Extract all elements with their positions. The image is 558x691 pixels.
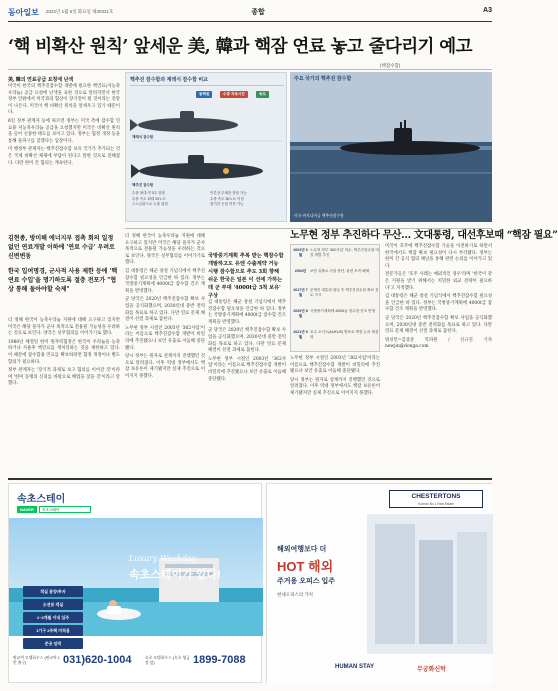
- history-timeline: 2003년 6월 노무현 정부 '362사업' 착수, 핵추진잠수함 비밀 개발 추진 2004년 보안 유출로 사업 중단, 관련 조직 해체 2017년 7월 문재인 대통령 취임 후 핵추진잠수함 확보 검토 지시 2020년 8월 국방중기계획에 4000t급 잠수함 건조 반영 2021년 9월 호주 오커스(AUKUS) 발표로 핵잠 논의 재점화: [290, 244, 380, 352]
- label-chip: 속도: [256, 91, 269, 98]
- ad-line-hot: HOT 해외: [277, 559, 334, 574]
- advertisement-divider: [8, 478, 492, 480]
- newspaper-logo: 동아일보: [8, 8, 39, 17]
- conventional-specs: 수중 최대 약 3주 잠항 수중 속도 최대 20노트 스노클링으로 노출 위험: [132, 191, 168, 207]
- phone-number[interactable]: 031)620-1004: [63, 654, 132, 666]
- paragraph: 더 정해 한국이 농축우라늄 지원에 대해 요구하고 있지만 미국은 해당 물자가 군사 목적으로 전용될 가능성을 우려하는 것으로 보인다. 양국은 실무협의를 이어가기로 했다.: [125, 234, 205, 266]
- feature-pill: 1가구 2주택 미적용: [23, 625, 83, 636]
- naver-search-box[interactable]: 속초스테이: [39, 506, 91, 513]
- lead-subhead: 美, 韓의 연료공급 요청에 난색: [8, 77, 74, 83]
- submarine-photo: [290, 72, 492, 222]
- naver-logo: NAVER: [17, 506, 37, 513]
- photo-caption: 미국 버지니아급 핵추진잠수함: [294, 214, 344, 218]
- masthead: [8, 6, 492, 22]
- submarine-comparison-graphic: [125, 72, 287, 222]
- chestertons-ad[interactable]: [266, 483, 492, 683]
- deck-line: 한국 입여명경, 군사적 사용 제한 등에 '핵연료 수입'을 명기하도록 절충 전포가 "협상 통해 돌아야할 숙제": [8, 268, 118, 293]
- reporter-byline: 워싱턴=김상준 특파원 / 신규진 기자 newjin@donga.com: [385, 337, 492, 350]
- paragraph: 노무현 정부 시절인 2003년 '362사업'이라는 이름으로 핵추진잠수함 개발이 비밀리에 추진됐으나 보안 유출로 이듬해 중단됐다.: [125, 325, 205, 351]
- submarine-photo-image: [290, 72, 492, 222]
- feature-pill: 오션뷰 객실: [23, 599, 83, 610]
- label-chip: 수중 지속시간: [220, 91, 248, 98]
- conventional-label: 재래식 잠수함: [132, 135, 154, 139]
- paragraph: 전문가들은 '호주 사례는 예외적인 경우'라며 '한국이 같은 지원을 받기 위해서는 치밀한 외교 전략이 필요하다'고 지적했다.: [385, 272, 492, 291]
- paragraph: 김 대통령은 해군 창설 기념식에서 핵추진잠수함 필요성을 언급한 바 있다. 정부는 국방중기계획에 4000t급 잠수함 건조 계획을 반영했다.: [208, 300, 286, 325]
- paragraph: 미국이 호주에 핵추진잠수함 기술을 이전하기로 하면서 한국에서도 핵잠 확보 필요성이 다시 부각됐다. 정부는 한미 간 공식 협의 채널을 통해 관련 논의를 이어가고 있다.: [385, 244, 492, 269]
- feature-pill: 1~2개월 이내 입주: [23, 612, 83, 623]
- phone-number[interactable]: 1899-7088: [193, 654, 246, 666]
- conventional-submarine-icon: [130, 111, 238, 132]
- paragraph: 1980년 체결된 한미 원자력협정은 한국이 우라늄을 농축하거나 사용후 핵연료를 재처리하는 것을 제한하고 있다. 이 때문에 잠수함용 연료를 확보하려면 협정 개정이나 별도 합의가 필요하다.: [8, 339, 120, 365]
- paragraph: 미국이 한국의 핵추진잠수함 개발에 필요한 핵연료(저농축우라늄) 공급 요청에 난색을 표한 것으로 알려지면서 한국 정부 안팎에서 미국과의 협상이 장기전이 될 것이라는 전망이 나온다. 미국이 핵 비확산 원칙을 앞세우고 있기 때문이다.: [8, 84, 120, 116]
- paragraph: 정부 관계자는 '장기적 과제로 보고 협의를 이어갈 것'이라며 '한미 동맹의 신뢰를 바탕으로 해법을 찾을 것'이라고 말했다.: [8, 368, 120, 387]
- ad-headline-en: Luxury Weekday: [129, 554, 197, 563]
- ad-line: 해외여행보다 더: [277, 546, 327, 553]
- feature-pill: 객실 분양/투자: [23, 586, 83, 597]
- ad-brand: 속초스테이: [17, 494, 66, 505]
- main-headline: ‘핵 비확산 원칙’ 앞세운 美, 韓과 핵잠 연료 놓고 줄다리기 예고: [8, 37, 472, 57]
- issue-date: 2022년 1월 5일 화요일 제30321호: [46, 9, 114, 14]
- paragraph: 노무현 정부 시절인 2003년 '362사업'이라는 이름으로 핵추진잠수함 개발이 비밀리에 추진됐으나 보안 유출로 이듬해 중단됐다.: [208, 356, 286, 382]
- label-chip: 동력원: [196, 91, 212, 98]
- deck-line: 김현종, 방미해 에너지부 접촉 회의 일정 없던 연료개발 이하에 '연료 수급' 우려로 신변변동: [8, 235, 115, 260]
- chestertons-logo: CHESTERTONS Korea's No.1 Real Estate: [389, 490, 483, 508]
- photo-title: 주요 국가의 핵추진 잠수함: [294, 76, 352, 82]
- nuclear-submarine-icon: [131, 155, 263, 179]
- paragraph: 노무현 정부 시절인 2003년 '362사업'이라는 이름으로 핵추진잠수함 개발이 비밀리에 추진됐으나 보안 유출로 이듬해 중단됐다.: [290, 356, 380, 375]
- article-column-4: [290, 356, 380, 472]
- divider: [8, 69, 492, 70]
- page-number: A3: [483, 7, 492, 14]
- article-column-1b: [8, 318, 120, 472]
- partner-logo: 무궁화신탁: [417, 667, 446, 673]
- sub-kicker: 국방중기계획 추복 받는 핵잠수함 개발하고도 유엔 수출계약 거능 시행 잠수함으로 추도 3회 향해 쉬운 한국은 일본 이 선에 가하는데 군 부대 '4000t급 3척 보유' 구상: [208, 253, 284, 299]
- secondary-headline: 노무현 정부 추진하다 무산… 文대통령, 대선후보때 “핵잠 필요”: [290, 230, 558, 241]
- feature-pill: 준공 임박: [23, 638, 83, 649]
- graphic-title: 핵추진 잠수함과 재래식 잠수함 비교: [130, 77, 209, 83]
- nuclear-label: 핵추진 잠수함: [132, 183, 154, 187]
- paragraph: 당시 정부는 원자로 설계까지 진행했던 것으로 알려졌다. 이후 역대 정부에서도 핵잠 보유론이 제기됐지만 실제 추진으로 이어지지 못했다.: [125, 354, 205, 379]
- phone-label: 속초 모델하우스 (속초 영금정 앞): [145, 656, 190, 665]
- ad-tagline: 속초스테이가 있다!: [129, 569, 221, 581]
- sokcho-stay-ad[interactable]: [8, 483, 262, 683]
- article-column-3: [208, 300, 286, 472]
- paragraph: 군 당국은 2020년 핵추진잠수함 확보 사업을 공식화했으며, 2030년대 중반 전력화를 목표로 하고 있다. 다만 연료 문제 해결이 선결 과제로 꼽힌다.: [208, 328, 286, 354]
- paragraph: 당시 정부는 원자로 설계까지 진행했던 것으로 알려졌다. 이후 역대 정부에서도 핵잠 보유론이 제기됐지만 실제 추진으로 이어지지 못했다.: [290, 377, 380, 396]
- paragraph: 군 당국은 2020년 핵추진잠수함 확보 사업을 공식화했으며, 2030년대 중반 전력화를 목표로 하고 있다. 다만 연료 문제 해결이 선결 과제로 꼽힌다.: [385, 315, 492, 335]
- paragraph: 김 대통령은 해군 창설 기념식에서 핵추진잠수함 필요성을 언급한 바 있다. 정부는 국방중기계획에 4000t급 잠수함 건조 계획을 반영했다.: [125, 268, 205, 294]
- headline-tag: (핵잠수함): [380, 63, 401, 68]
- section-label: 종합: [251, 9, 265, 16]
- paragraph: 미 행정부 관계자는 핵추진잠수함 보유 국가가 추가되는 것은 국제 비확산 체제에 부담이 된다고 말한 것으로 전해졌다. 다만 한미 간 협의는 계속된다.: [8, 147, 120, 166]
- paragraph: 더 정해 한국이 농축우라늄 지원에 대해 요구하고 있지만 미국은 해당 물자가 군사 목적으로 전용될 가능성을 우려하는 것으로 보인다. 양국은 실무협의를 이어가기로 했다.: [8, 318, 120, 337]
- phone-label: 판교역 모델하우스 (판교역 1번 출구): [13, 656, 60, 665]
- ad-line: 주거용 오피스 입주: [277, 578, 335, 585]
- article-column-5: [385, 244, 492, 472]
- paragraph: 6일 정부 관계자 등에 따르면 정부는 미국 측에 잠수함 연료용 저농축우라늄 공급을 요청했지만 미국은 비확산 원칙을 들어 신중한 태도를 보이고 있다. 정부는 협정 개정 등을 통해 돌파구를 찾겠다는 입장이다.: [8, 118, 120, 144]
- paragraph: 군 당국은 2020년 핵추진잠수함 확보 사업을 공식화했으며, 2030년대 중반 전력화를 목표로 하고 있다. 다만 연료 문제 해결이 선결 과제로 꼽힌다.: [125, 297, 205, 323]
- article-column-2: [125, 234, 205, 472]
- nuclear-specs: 이론상 무제한 잠항 가능 수중 속도 30노트 이상 장기간 은밀 작전 가능: [210, 191, 247, 207]
- partner-logo: HUMAN STAY: [335, 664, 375, 670]
- article-column-1: [8, 84, 120, 228]
- deck-headline: [8, 234, 120, 294]
- paragraph: 김 대통령은 해군 창설 기념식에서 핵추진잠수함 필요성을 언급한 바 있다. 정부는 국방중기계획에 4000t급 잠수함 건조 계획을 반영했다.: [385, 294, 492, 313]
- ad-line: 현대오피스의 가치: [277, 592, 314, 597]
